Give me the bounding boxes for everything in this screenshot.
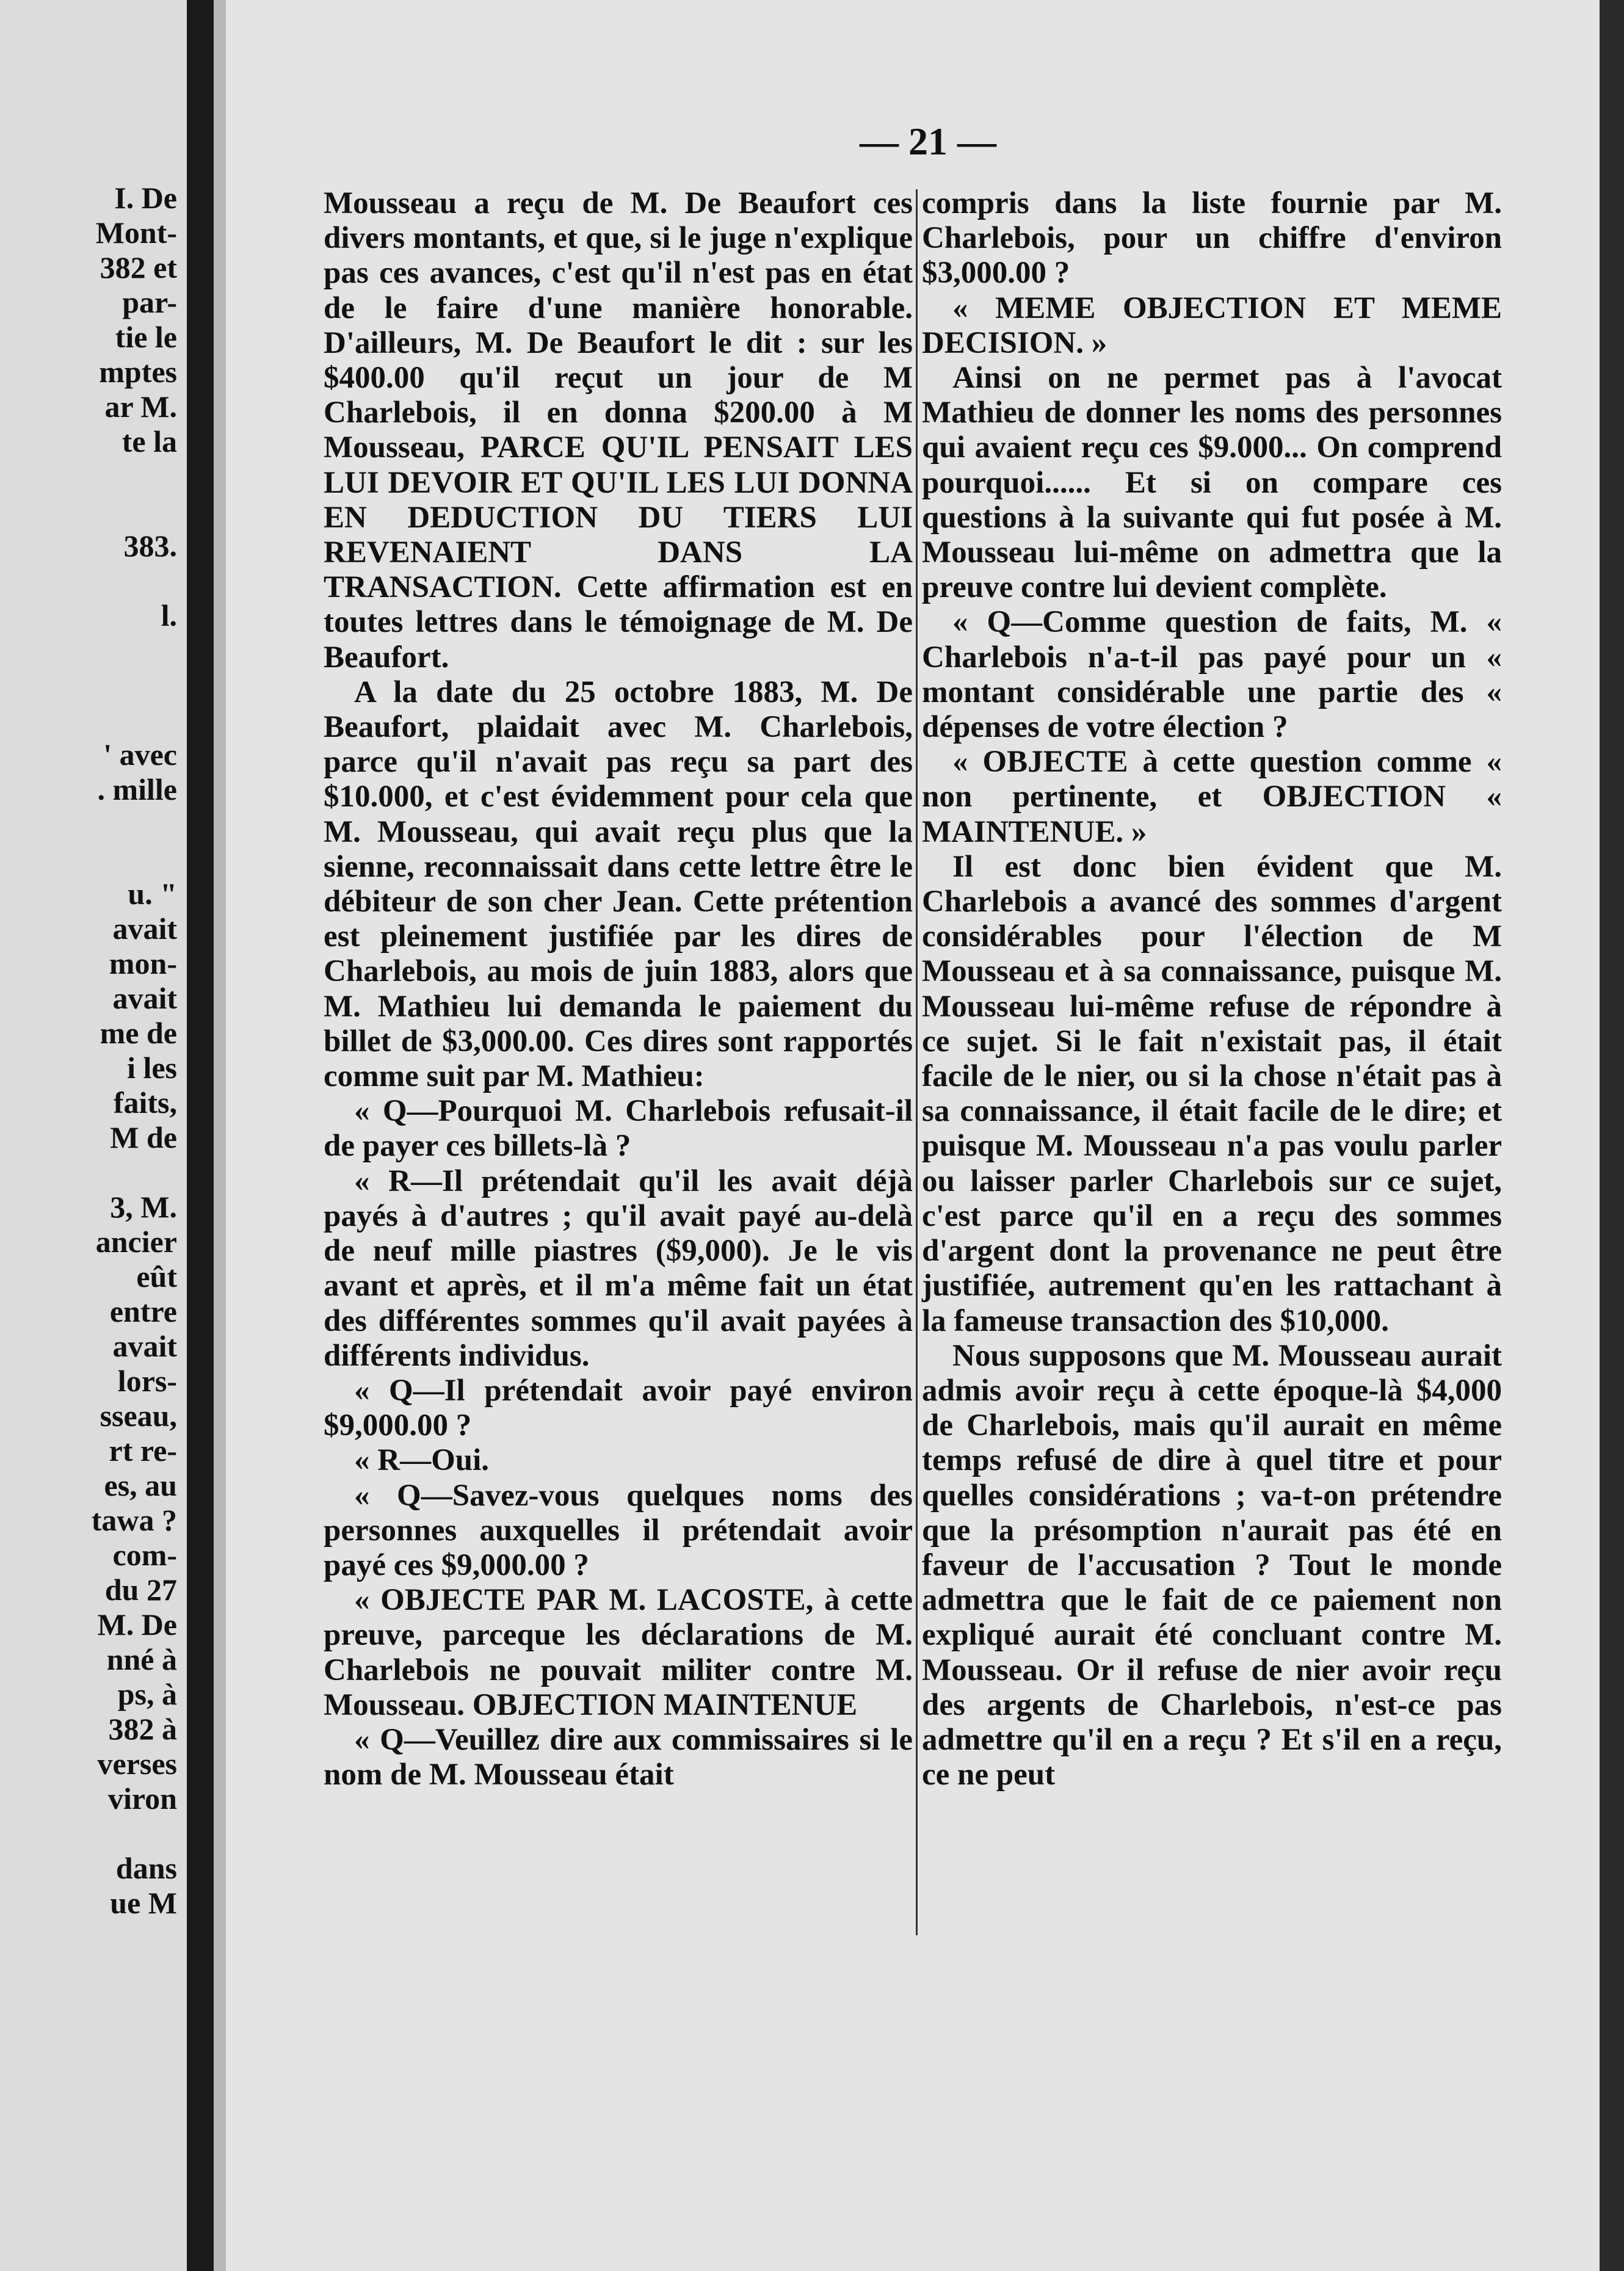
paragraph: « Q—Il prétendait avoir payé environ $9,000.00 ? <box>324 1373 913 1443</box>
fragment-line: avait <box>112 1329 177 1363</box>
fragment-line <box>0 807 177 842</box>
fragment-line: eût <box>136 1259 177 1294</box>
paragraph: Ainsi on ne permet pas à l'avocat Mathieu de donner les noms des personnes qui avaient reçu ces $9.000... On comprend pourquoi...... Et si on compare ces questions à la suivante qui fut posée à M. Mousseau lui-même on admettra que la preuve contre lui devient complète. <box>922 361 1502 605</box>
paragraph: compris dans la liste fournie par M. Charlebois, pour un chiffre d'environ $3,000.00 ? <box>922 186 1502 291</box>
fragment-line: du 27 <box>104 1573 177 1607</box>
fragment-line <box>0 1816 177 1851</box>
paragraph: « OBJECTE à cette question comme « non pertinente, et OBJECTION « MAINTENUE. » <box>922 745 1502 849</box>
fragment-line: ue M <box>110 1886 177 1920</box>
paragraph: « OBJECTE PAR M. LACOSTE, à cette preuve, parceque les déclarations de M. Charlebois ne pouvait militer contre M. Mousseau. OBJECTION MAINTENUE <box>324 1583 913 1722</box>
fragment-line <box>0 703 177 737</box>
fragment-line: verses <box>97 1747 177 1781</box>
fragment-line: Mont- <box>95 216 177 250</box>
fragment-line: avait <box>112 911 177 946</box>
fragment-line <box>0 459 177 494</box>
fragment-line <box>0 842 177 877</box>
fragment-line <box>0 633 177 668</box>
fragment-line: mptes <box>99 355 177 389</box>
page-gutter <box>187 0 214 2271</box>
fragment-line: rt re- <box>109 1433 177 1468</box>
previous-page-fragment <box>0 0 187 2271</box>
paragraph: Mousseau a reçu de M. De Beaufort ces divers montants, et que, si le juge n'explique pas ces avances, c'est qu'il n'est pas en état de le faire d'une manière honorable. D'ailleurs, M. De Beaufort le dit : sur les $400.00 qu'il reçut un jour de M Charlebois, il en donna $200.00 à M Mousseau, PARCE QU'IL PENSAIT LES LUI DEVOIR ET QU'IL LES LUI DONNA EN DEDUCTION DU TIERS LUI REVENAIENT DANS LA TRANSACTION. Cette affirmation est en toutes lettres dans le témoignage de M. De Beaufort. <box>324 186 913 675</box>
left-text-column <box>324 186 913 1792</box>
fragment-line: l. <box>161 598 177 632</box>
fragment-line: viron <box>108 1781 177 1816</box>
fragment-line: 3, M. <box>110 1190 177 1224</box>
paragraph: Il est donc bien évident que M. Charlebois a avancé des sommes d'argent considérables pour l'élection de M Mousseau et à sa connaissance, puisque M. Mousseau lui-même refuse de répondre à ce sujet. Si le fait n'existait pas, il était facile de le nier, ou si la chose n'était pas à sa connaissance, il était facile de le dire; et puisque M. Mousseau n'a pas voulu parler ou laisser parler Charlebois sur ce sujet, c'est parce qu'il en a reçu des sommes d'argent dont la provenance ne peut être justifiée, autrement qu'en les rattachant à la fameuse transaction des $10,000. <box>922 849 1502 1338</box>
fragment-line: 382 et <box>100 250 177 284</box>
fragment-line <box>0 563 177 598</box>
fragment-line: ar M. <box>104 389 177 424</box>
paragraph: Nous supposons que M. Mousseau aurait admis avoir reçu à cette époque-là $4,000 de Charlebois, mais qu'il aurait en même temps refusé de dire à quel titre et pour quelles considérations ; va-t-on prétendre que la présomption n'aurait pas été en faveur de l'accusation ? Tout le monde admettra que le fait de ce paiement non expliqué aurait été concluant contre M. Mousseau. Or il refuse de nier avoir reçu des argents de Charlebois, n'est-ce pas admettre qu'il en a reçu ? Et s'il en a reçu, ce ne peut <box>922 1338 1502 1792</box>
fragment-line: faits, <box>113 1085 177 1120</box>
right-text-column <box>922 186 1502 1792</box>
fragment-line: u. " <box>128 877 177 911</box>
paragraph: « Q—Veuillez dire aux commissaires si le nom de M. Mousseau était <box>324 1722 913 1792</box>
fragment-line: es, au <box>104 1468 177 1502</box>
fragment-line <box>0 668 177 703</box>
column-divider <box>916 189 918 1935</box>
fragment-line: com- <box>112 1538 177 1572</box>
paragraph: « R—Il prétendait qu'il les avait déjà payés à d'autres ; qu'il avait payé au-delà de neuf mille piastres ($9,000). Je le vis avant et après, et il m'a même fait un état des différentes sommes qu'il avait payées à différents individus. <box>324 1164 913 1373</box>
fragment-line: tawa ? <box>91 1503 177 1537</box>
fragment-line: 382 à <box>108 1712 177 1746</box>
previous-page-text <box>0 181 177 1921</box>
fragment-line: me de <box>100 1016 177 1050</box>
paragraph: « Q—Comme question de faits, M. « Charlebois n'a-t-il pas payé pour un « montant considérable une partie des « dépenses de votre élection ? <box>922 605 1502 745</box>
fragment-line: mon- <box>109 946 177 980</box>
paragraph: « R—Oui. <box>354 1443 490 1478</box>
fragment-line: ' avec <box>103 737 177 772</box>
paragraph: « Q—Pourquoi M. Charlebois refusait-il de payer ces billets-là ? <box>324 1094 913 1164</box>
fragment-line <box>0 494 177 529</box>
fragment-line: te la <box>121 424 177 458</box>
fragment-line: tie le <box>115 320 177 354</box>
fragment-line: M de <box>110 1120 177 1154</box>
right-page-edge <box>1600 0 1624 2271</box>
fragment-line: sseau, <box>100 1399 177 1433</box>
fragment-line: 383. <box>123 529 177 563</box>
fragment-line: entre <box>109 1294 177 1328</box>
paragraph: « MEME OBJECTION ET MEME DECISION. » <box>922 291 1502 360</box>
fragment-line: nné à <box>106 1642 177 1676</box>
fragment-line <box>0 1155 177 1190</box>
fragment-line: ancier <box>95 1225 177 1259</box>
fragment-line: lors- <box>117 1364 177 1398</box>
page-number: — 21 — <box>860 120 996 163</box>
fragment-line: i les <box>127 1051 177 1085</box>
fragment-line: M. De <box>97 1607 177 1642</box>
fragment-line: avait <box>112 981 177 1015</box>
fragment-line: dans <box>115 1851 177 1885</box>
fragment-line: . mille <box>97 772 177 806</box>
paragraph: « Q—Savez-vous quelques noms des personnes auxquelles il prétendait avoir payé ces $9,000.00 ? <box>324 1478 913 1582</box>
fragment-line: par- <box>122 285 177 319</box>
paragraph: A la date du 25 octobre 1883, M. De Beaufort, plaidait avec M. Charlebois, parce qu'il n'avait pas reçu sa part des $10.000, et c'est évidemment pour cela que M. Mousseau, qui avait reçu plus que la sienne, reconnaissait dans cette lettre être le débiteur de son cher Jean. Cette prétention est pleinement justifiée par les dires de Charlebois, au mois de juin 1883, alors que M. Mathieu lui demanda le paiement du billet de $3,000.00. Ces dires sont rapportés comme suit par M. Mathieu: <box>324 675 913 1094</box>
fragment-line: I. De <box>114 181 177 215</box>
page-edge-shadow <box>214 0 226 2271</box>
fragment-line: ps, à <box>117 1677 177 1711</box>
